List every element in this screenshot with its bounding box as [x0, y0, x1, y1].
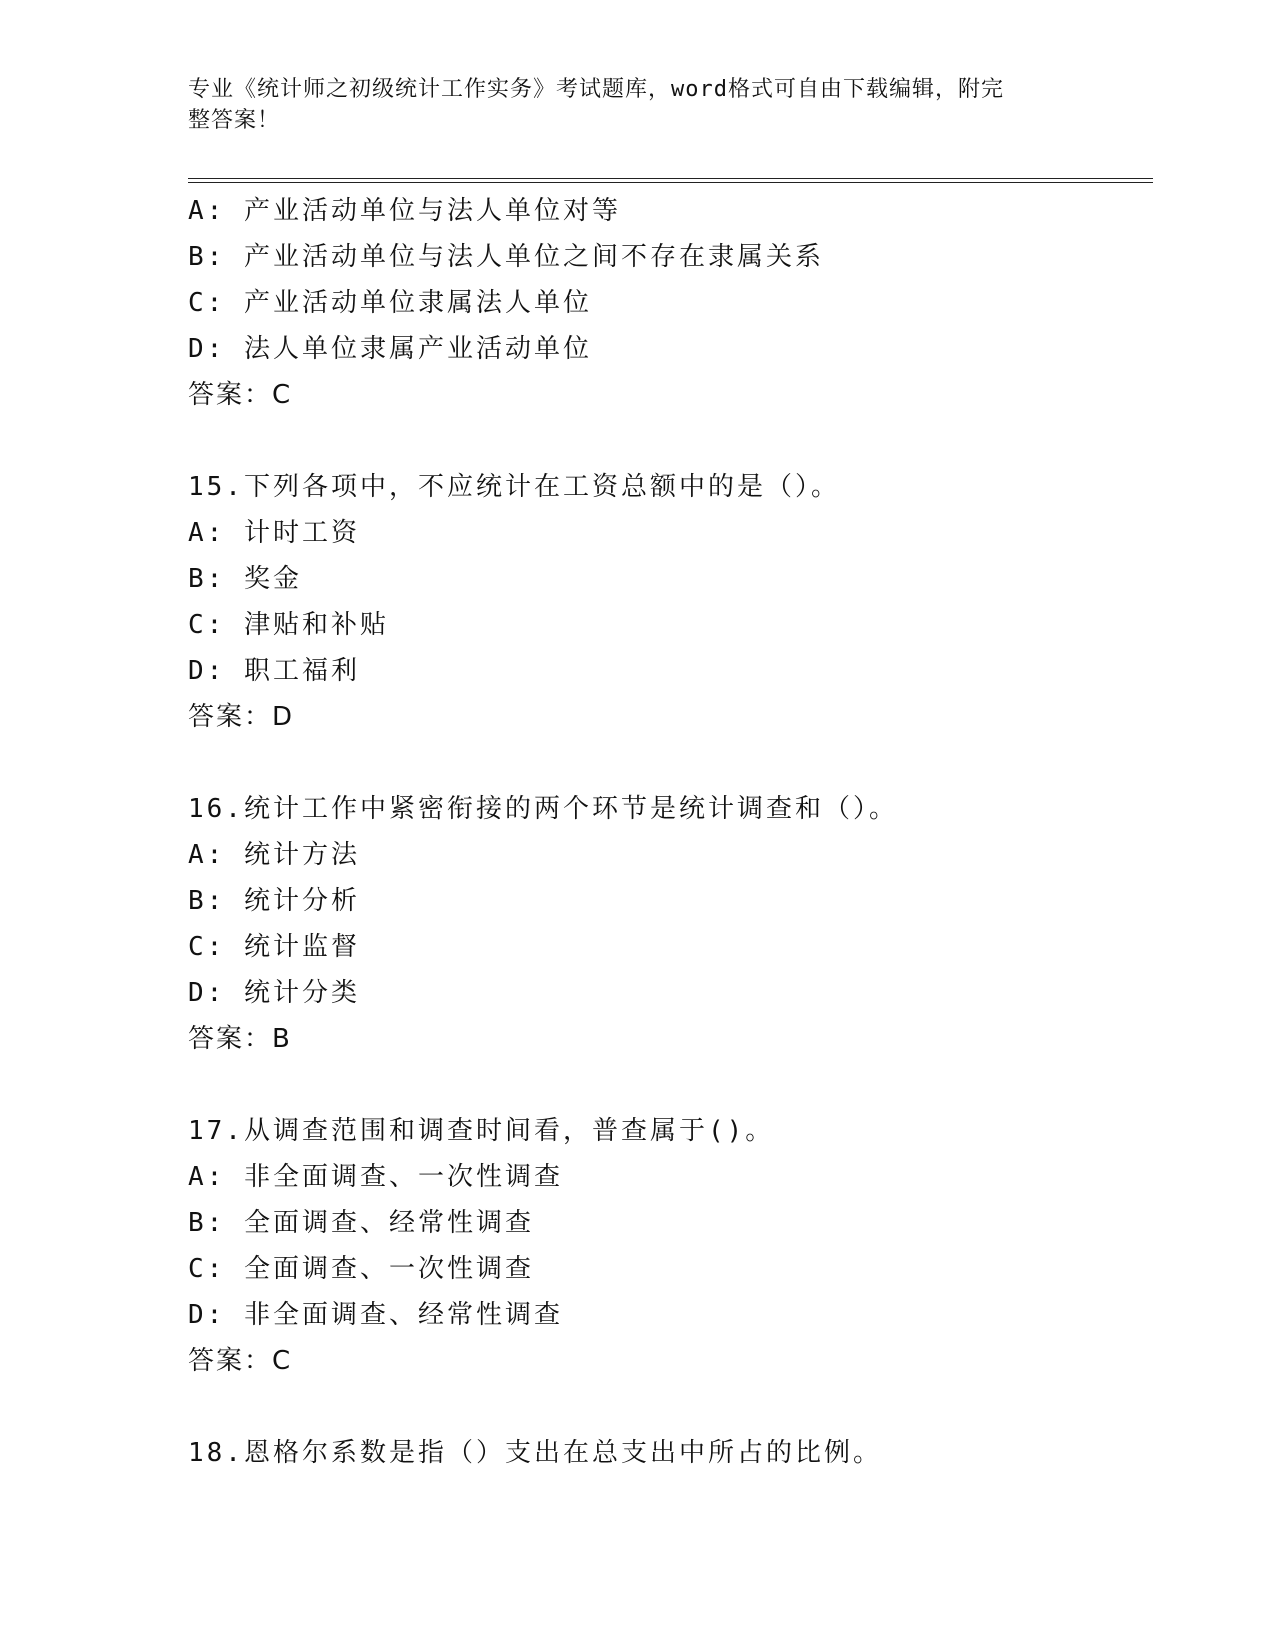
header-line-2: 整答案！	[188, 108, 281, 133]
option-b: B: 产业活动单位与法人单位之间不存在隶属关系	[188, 242, 824, 272]
option-c: C: 产业活动单位隶属法人单位	[188, 288, 592, 318]
option-c: C: 统计监督	[188, 932, 360, 962]
question-list	[188, 188, 1153, 1476]
question-stem: 18.恩格尔系数是指（）支出在总支出中所占的比例。	[188, 1438, 882, 1468]
option-c: C: 全面调查、一次性调查	[188, 1254, 534, 1284]
option-d: D: 法人单位隶属产业活动单位	[188, 334, 592, 364]
option-a: A: 统计方法	[188, 840, 360, 870]
answer: 答案：B	[188, 1024, 292, 1054]
question-14	[188, 188, 1153, 418]
question-15	[188, 464, 1153, 740]
answer: 答案：C	[188, 1346, 293, 1376]
option-c: C: 津贴和补贴	[188, 610, 389, 640]
option-d: D: 非全面调查、经常性调查	[188, 1300, 563, 1330]
document-header	[188, 74, 1088, 136]
question-stem: 16.统计工作中紧密衔接的两个环节是统计调查和（）。	[188, 794, 898, 824]
option-d: D: 职工福利	[188, 656, 360, 686]
option-b: B: 全面调查、经常性调查	[188, 1208, 534, 1238]
option-b: B: 奖金	[188, 564, 302, 594]
header-divider	[188, 178, 1153, 183]
header-line-1: 专业《统计师之初级统计工作实务》考试题库，word格式可自由下载编辑，附完	[188, 77, 1004, 102]
option-d: D: 统计分类	[188, 978, 360, 1008]
option-a: A: 产业活动单位与法人单位对等	[188, 196, 621, 226]
question-18	[188, 1430, 1153, 1476]
option-a: A: 计时工资	[188, 518, 360, 548]
answer: 答案：D	[188, 702, 295, 732]
option-a: A: 非全面调查、一次性调查	[188, 1162, 563, 1192]
question-stem: 17.从调查范围和调查时间看，普查属于()。	[188, 1116, 775, 1146]
question-16	[188, 786, 1153, 1062]
answer: 答案：C	[188, 380, 293, 410]
question-17	[188, 1108, 1153, 1384]
question-stem: 15.下列各项中，不应统计在工资总额中的是（）。	[188, 472, 840, 502]
option-b: B: 统计分析	[188, 886, 360, 916]
